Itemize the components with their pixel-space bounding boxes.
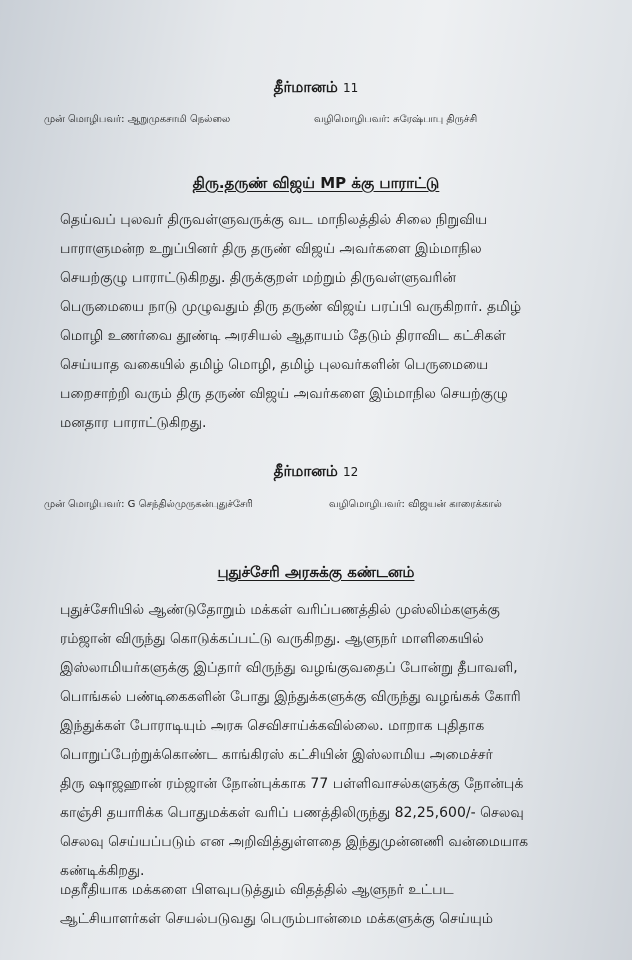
body-line: திரு ஷாஜஹான் ரம்ஜான் நோன்புக்காக 77 பள்ளிவாசல்களுக்கு நோன்புக் [60, 776, 524, 792]
body-line: பறைசாற்றி வரும் திரு தருண் விஜய் அவர்களை இம்மாநில செயற்குழு [60, 386, 508, 402]
seconder: வழிமொழிபவர்: விஜயன் காரைக்கால் [329, 499, 502, 510]
body-line: செயற்குழு பாராட்டுகிறது. திருக்குறள் மற்றும் திருவள்ளுவரின் [60, 270, 457, 286]
seconder: வழிமொழிபவர்: சுரேஷ்பாபு திருச்சி [314, 114, 478, 125]
body-line: புதுச்சேரியில் ஆண்டுதோறும் மக்கள் வரிப்பணத்தில் முஸ்லிம்களுக்கு [60, 602, 500, 618]
proposer: முன் மொழிபவர்: G செந்தில்முருகன்புதுச்சேரி [44, 499, 253, 510]
body-line: செய்யாத வகையில் தமிழ் மொழி, தமிழ் புலவர்களின் பெருமையை [60, 357, 489, 373]
body-line: மொழி உணர்வை தூண்டி அரசியல் ஆதாயம் தேடும் திராவிட கட்சிகள் [60, 328, 506, 344]
body-line: மனதார பாராட்டுகிறது. [60, 415, 207, 431]
resolution-11-title: திரு.தருண் விஜய் MP க்கு பாராட்டு [192, 174, 440, 192]
body-line: ரம்ஜான் விருந்து கொடுக்கப்பட்டு வருகிறது. ஆளுநர் மாளிகையில் [60, 631, 484, 647]
resolution-12-heading [0, 462, 632, 482]
proposer: முன் மொழிபவர்: ஆறுமுகசாமி நெல்லை [44, 114, 231, 125]
body-line: பொறுப்பேற்றுக்கொண்ட காங்கிரஸ் கட்சியின் இஸ்லாமிய அமைச்சர் [60, 747, 493, 763]
body-line: இஸ்லாமியர்களுக்கு இப்தார் விருந்து வழங்குவதைப் போன்று தீபாவளி, [60, 660, 518, 676]
resolution-number: 12 [343, 465, 359, 479]
resolution-11-body [60, 206, 608, 438]
resolution-12-body [60, 596, 608, 886]
resolution-12-body-continued [60, 876, 608, 934]
resolution-11-meta [44, 114, 604, 126]
body-line: கண்டிக்கிறது. [60, 863, 145, 879]
body-line: பெருமையை நாடு முழுவதும் திரு தருண் விஜய் பரப்பி வருகிறார். தமிழ் [60, 299, 522, 315]
resolution-12-meta [44, 499, 604, 511]
body-line: காஞ்சி தயாரிக்க பொதுமக்கள் வரிப் பணத்திலிருந்து 82,25,600/- செலவு [60, 805, 524, 821]
resolution-12-title: புதுச்சேரி அரசுக்கு கண்டனம் [217, 563, 415, 581]
body-line: பாராளுமன்ற உறுப்பினர் திரு தருண் விஜய் அவர்களை இம்மாநில [60, 241, 482, 257]
body-line: மதரீதியாக மக்களை பிளவுபடுத்தும் விதத்தில் ஆளுநர் உட்பட [60, 882, 454, 898]
body-line: பொங்கல் பண்டிகைகளின் போது இந்துக்களுக்கு விருந்து வழங்கக் கோரி [60, 689, 521, 705]
resolution-11-heading [0, 78, 632, 98]
resolution-label: தீர்மானம் [273, 78, 338, 96]
body-line: தெய்வப் புலவர் திருவள்ளுவருக்கு வட மாநிலத்தில் சிலை நிறுவிய [60, 212, 488, 228]
resolution-label: தீர்மானம் [273, 462, 338, 480]
body-line: இந்துக்கள் போராடியும் அரசு செவிசாய்க்கவில்லை. மாறாக புதிதாக [60, 718, 485, 734]
body-line: செலவு செய்யப்படும் என அறிவித்துள்ளதை இந்துமுன்னணி வன்மையாக [60, 834, 529, 850]
body-line: ஆட்சியாளர்கள் செயல்படுவது பெரும்பான்மை மக்களுக்கு செய்யும் [60, 911, 494, 927]
resolution-number: 11 [343, 81, 359, 95]
